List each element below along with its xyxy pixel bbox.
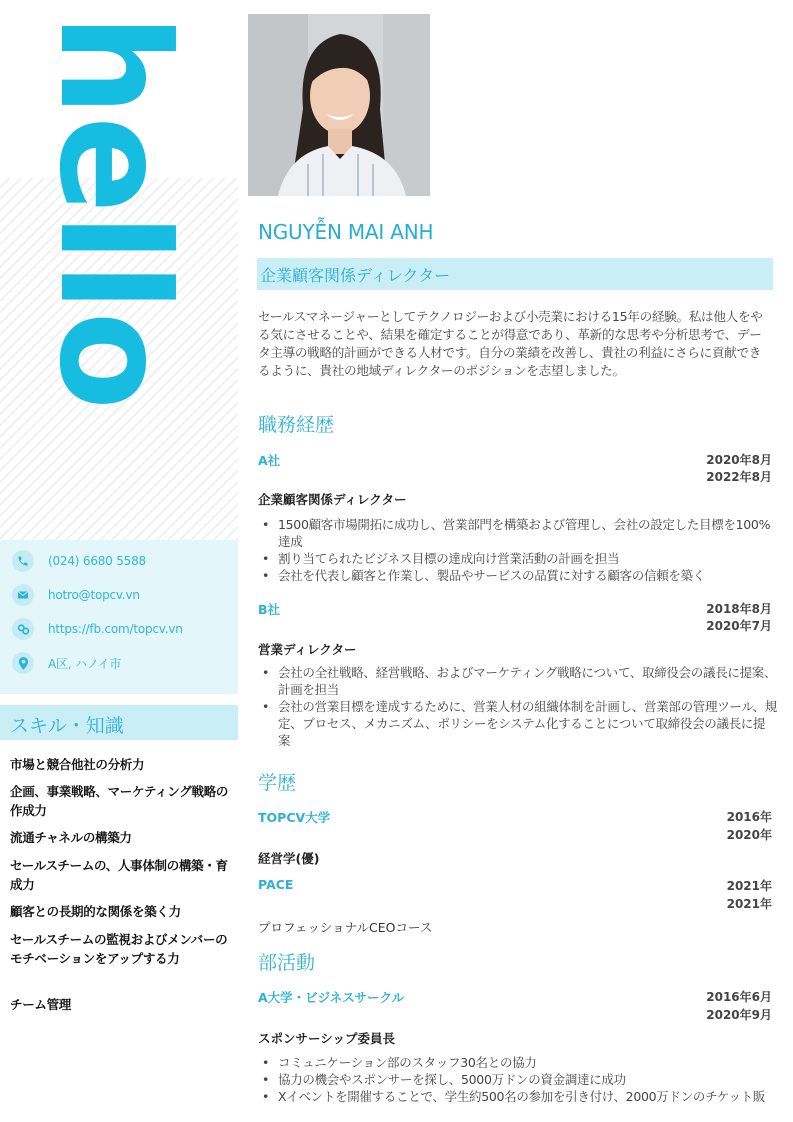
contact-panel — [0, 540, 238, 694]
profile-photo — [248, 14, 430, 196]
skill-item: 顧客との長期的な関係を築く力 — [10, 904, 181, 919]
candidate-name: NGUYỄN MAI ANH — [258, 220, 434, 244]
experience-role: 企業顧客関係ディレクター — [258, 492, 407, 507]
date-start: 2016年6月 — [706, 990, 772, 1004]
contact-phone[interactable] — [12, 551, 146, 571]
experience-role: 営業ディレクター — [258, 642, 357, 657]
hello-text: hello — [26, 14, 200, 429]
list-item: • 会社の全社戦略、経営戦略、およびマーケティング戦略について、取締役会の議長に提案、計画を担当 — [262, 664, 777, 698]
list-item: • 会社を代表し顧客と作業し、製品やサービスの品質に対する顧客の信頼を築く — [262, 567, 777, 584]
skill-item: 企画、事業戦略、マーケティング戦略の作成力 — [10, 784, 229, 818]
skill-item: セールスチームの監視およびメンバーのモチベーションをアップする力 — [10, 932, 228, 966]
skills-heading: スキル・知識 — [10, 715, 124, 737]
address: A区, ハノイ市 — [48, 656, 122, 671]
experience-heading: 職務経歴 — [258, 414, 335, 436]
phone-icon — [12, 550, 34, 572]
experience-org: B社 — [258, 602, 281, 617]
experience-bullets — [262, 516, 777, 584]
skill-item: 流通チャネルの構築力 — [10, 830, 132, 845]
education-heading: 学歴 — [258, 772, 297, 794]
contact-email[interactable] — [12, 585, 140, 605]
activity-role: スポンサーシップ委員長 — [258, 1031, 396, 1046]
date-end: 2020年7月 — [706, 619, 772, 633]
hello-rotated-text — [26, 12, 200, 429]
activities-heading: 部活動 — [258, 952, 316, 974]
education-degree: プロフェッショナルCEOコース — [258, 920, 433, 935]
summary-text: セールスマネージャーとしてテクノロジーおよび小売業における15年の経験。私は他人をやる気にさせることや、結果を確定することが得意であり、革新的な思考や分析思考で、データ主導の戦略的計画ができる人材です。自分の業績を改善し、貴社の利益にさらに貢献できるように、貴社の地域ディレクターのポジションを志望しました。 — [258, 309, 763, 378]
skill-item: チーム管理 — [10, 997, 72, 1012]
location-icon — [12, 652, 34, 674]
skill-item: セールスチームの、人事体制の構築・育成力 — [10, 858, 228, 892]
list-item: • 1500顧客市場開拓に成功し、営業部門を構築および管理し、会社の設定した目標を100% 達成 — [262, 516, 777, 550]
contact-link[interactable] — [12, 619, 183, 639]
list-item: • Xイベントを開催することで、学生約500名の参加を引き付け、2000万ドンのチケット販 — [262, 1088, 777, 1105]
list-item: • コミュニケーション部のスタッフ30名との協力 — [262, 1054, 777, 1071]
experience-org: A社 — [258, 453, 281, 468]
email-address: hotro@topcv.vn — [48, 588, 140, 602]
activity-org: A大学・ビジネスサークル — [258, 990, 405, 1005]
education-org: PACE — [258, 877, 294, 892]
date-end: 2022年8月 — [706, 470, 772, 484]
list-item: • 割り当てられたビジネス目標の達成向け営業活動の計画を担当 — [262, 550, 777, 567]
email-icon — [12, 584, 34, 606]
list-item: • 会社の営業目標を達成するために、営業人材の組織体制を計画し、営業部の管理ツール、規定、プロセス、メカニズム、ポリシーをシステム化することについて取締役会の議長に提案 — [262, 698, 777, 749]
hello-logo — [26, 12, 200, 429]
date-start: 2021年 — [726, 879, 772, 893]
left-column — [0, 0, 238, 1122]
skills-heading-bar — [0, 705, 238, 740]
activity-bullets — [262, 1054, 777, 1105]
contact-location — [12, 653, 121, 673]
experience-bullets — [262, 664, 777, 749]
list-item: • 協力の機会やスポンサーを探し、5000万ドンの資金調達に成功 — [262, 1071, 777, 1088]
job-title-bar — [257, 258, 773, 290]
skill-item: 市場と競合他社の分析力 — [10, 757, 145, 772]
education-org: TOPCV大学 — [258, 810, 331, 825]
date-start: 2016年 — [726, 810, 772, 824]
website-url: https://fb.com/topcv.vn — [48, 622, 183, 636]
date-end: 2020年 — [726, 828, 772, 842]
link-icon — [12, 618, 34, 640]
job-title: 企業顧客関係ディレクター — [260, 266, 451, 285]
education-degree: 経営学(優) — [258, 851, 320, 866]
date-start: 2020年8月 — [706, 453, 772, 467]
date-end: 2021年 — [726, 897, 772, 911]
phone-number: (024) 6680 5588 — [48, 554, 146, 568]
date-end: 2020年9月 — [706, 1008, 772, 1022]
date-start: 2018年8月 — [706, 602, 772, 616]
